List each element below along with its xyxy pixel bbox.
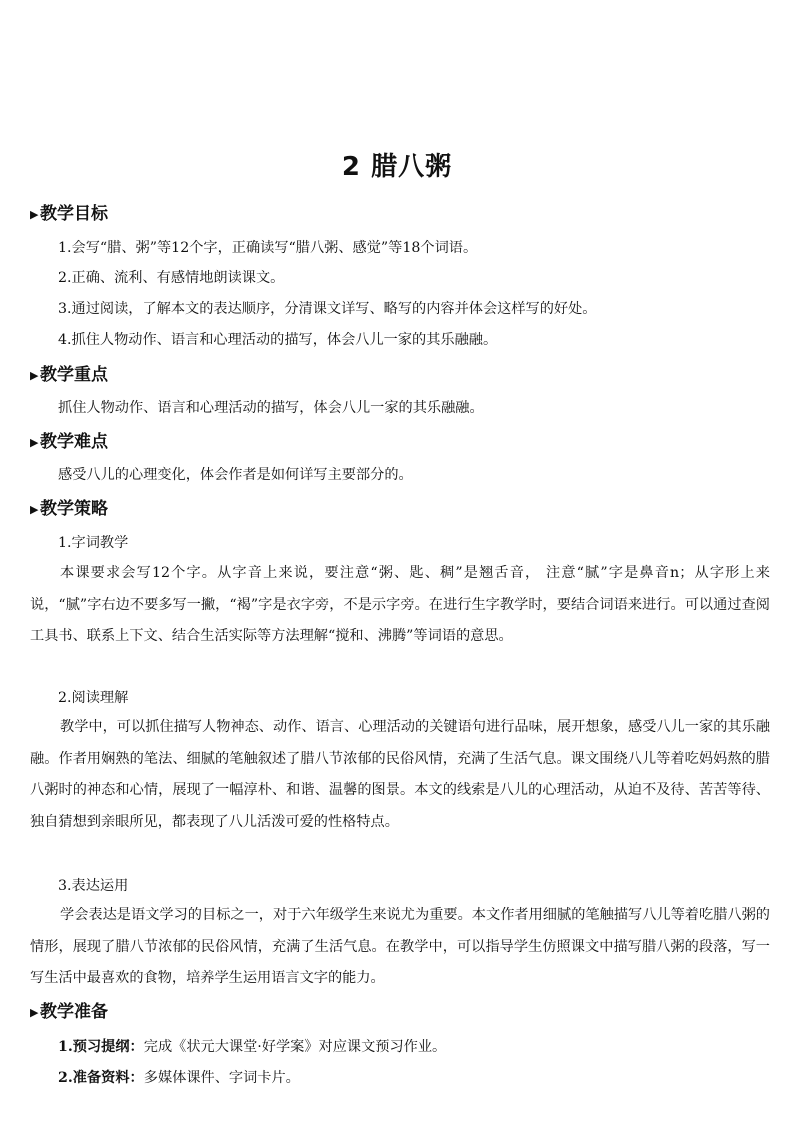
strategy-paragraph: 教学中，可以抓住描写人物神态、动作、语言、心理活动的关键语句进行品味，展开想象，感受八儿一家的其乐融融。作者用娴熟的笔法、细腻的笔触叙述了腊八节浓郁的民俗风情，充满了生活气息。课文围绕八儿等着吃妈妈熬的腊八粥时的神态和心情，展现了一幅淳朴、和谐、温馨的图景。本文的线索是八儿的心理活动，从迫不及待、苦苦等待、独自猜想到亲眼所见，都表现了八儿活泼可爱的性格特点。 <box>30 719 770 830</box>
strategy-subtitle: 1.字词教学 <box>58 535 129 551</box>
strategy-paragraph: 学会表达是语文学习的目标之一，对于六年级学生来说尤为重要。本文作者用细腻的笔触描写八儿等着吃腊八粥的情形，展现了腊八节浓郁的民俗风情，充满了生活气息。在教学中，可以指导学生仿照课文中描写腊八粥的段落，写一写生活中最喜欢的食物，培养学生运用语言文字的能力。 <box>30 907 770 986</box>
page-title: 2 腊八粥 <box>341 152 453 182</box>
triangle-bullet-icon: ▶ <box>30 503 39 516</box>
goal-item: 4.抓住人物动作、语言和心理活动的描写，体会八儿一家的其乐融融。 <box>58 332 498 348</box>
strategy-subtitle: 3.表达运用 <box>58 878 129 894</box>
preparation-text: 完成《状元大课堂·好学案》对应课文预习作业。 <box>143 1039 447 1055</box>
triangle-bullet-icon: ▶ <box>30 436 39 449</box>
preparation-text: 多媒体课件、字词卡片。 <box>143 1070 300 1086</box>
triangle-bullet-icon: ▶ <box>30 369 39 382</box>
section-heading-goals: ▶教学目标 <box>30 204 108 224</box>
preparation-item <box>58 1068 300 1088</box>
difficulties-text: 感受八儿的心理变化，体会作者是如何详写主要部分的。 <box>58 467 413 483</box>
preparation-item <box>58 1037 446 1057</box>
goal-item: 1.会写“腊、粥”等12个字，正确读写“腊八粥、感觉”等18个词语。 <box>58 240 478 256</box>
key-points-text: 抓住人物动作、语言和心理活动的描写，体会八儿一家的其乐融融。 <box>58 400 484 416</box>
section-heading-difficulties: ▶教学难点 <box>30 432 108 452</box>
goal-item: 2.正确、流利、有感情地朗读课文。 <box>58 270 285 286</box>
strategy-subtitle: 2.阅读理解 <box>58 690 129 706</box>
triangle-bullet-icon: ▶ <box>30 208 39 221</box>
triangle-bullet-icon: ▶ <box>30 1006 39 1019</box>
goal-item: 3.通过阅读，了解本文的表达顺序，分清课文详写、略写的内容并体会这样写的好处。 <box>58 301 597 317</box>
section-heading-strategy: ▶教学策略 <box>30 499 108 519</box>
preparation-label: 2.准备资料： <box>58 1070 144 1086</box>
preparation-label: 1.预习提纲： <box>58 1039 144 1055</box>
section-heading-preparation: ▶教学准备 <box>30 1002 108 1022</box>
section-heading-key-points: ▶教学重点 <box>30 365 108 385</box>
strategy-paragraph: 本课要求会写12个字。从字音上来说，要注意“粥、匙、稠”是翘舌音， 注意“腻”字是鼻音n；从字形上来说，“腻”字右边不要多写一撇，“褐”字是衣字旁，不是示字旁。在进行生字教学时，要结合词语来进行。可以通过查阅工具书、联系上下文、结合生活实际等方法理解“搅和、沸腾”等词语的意思。 <box>30 565 770 644</box>
